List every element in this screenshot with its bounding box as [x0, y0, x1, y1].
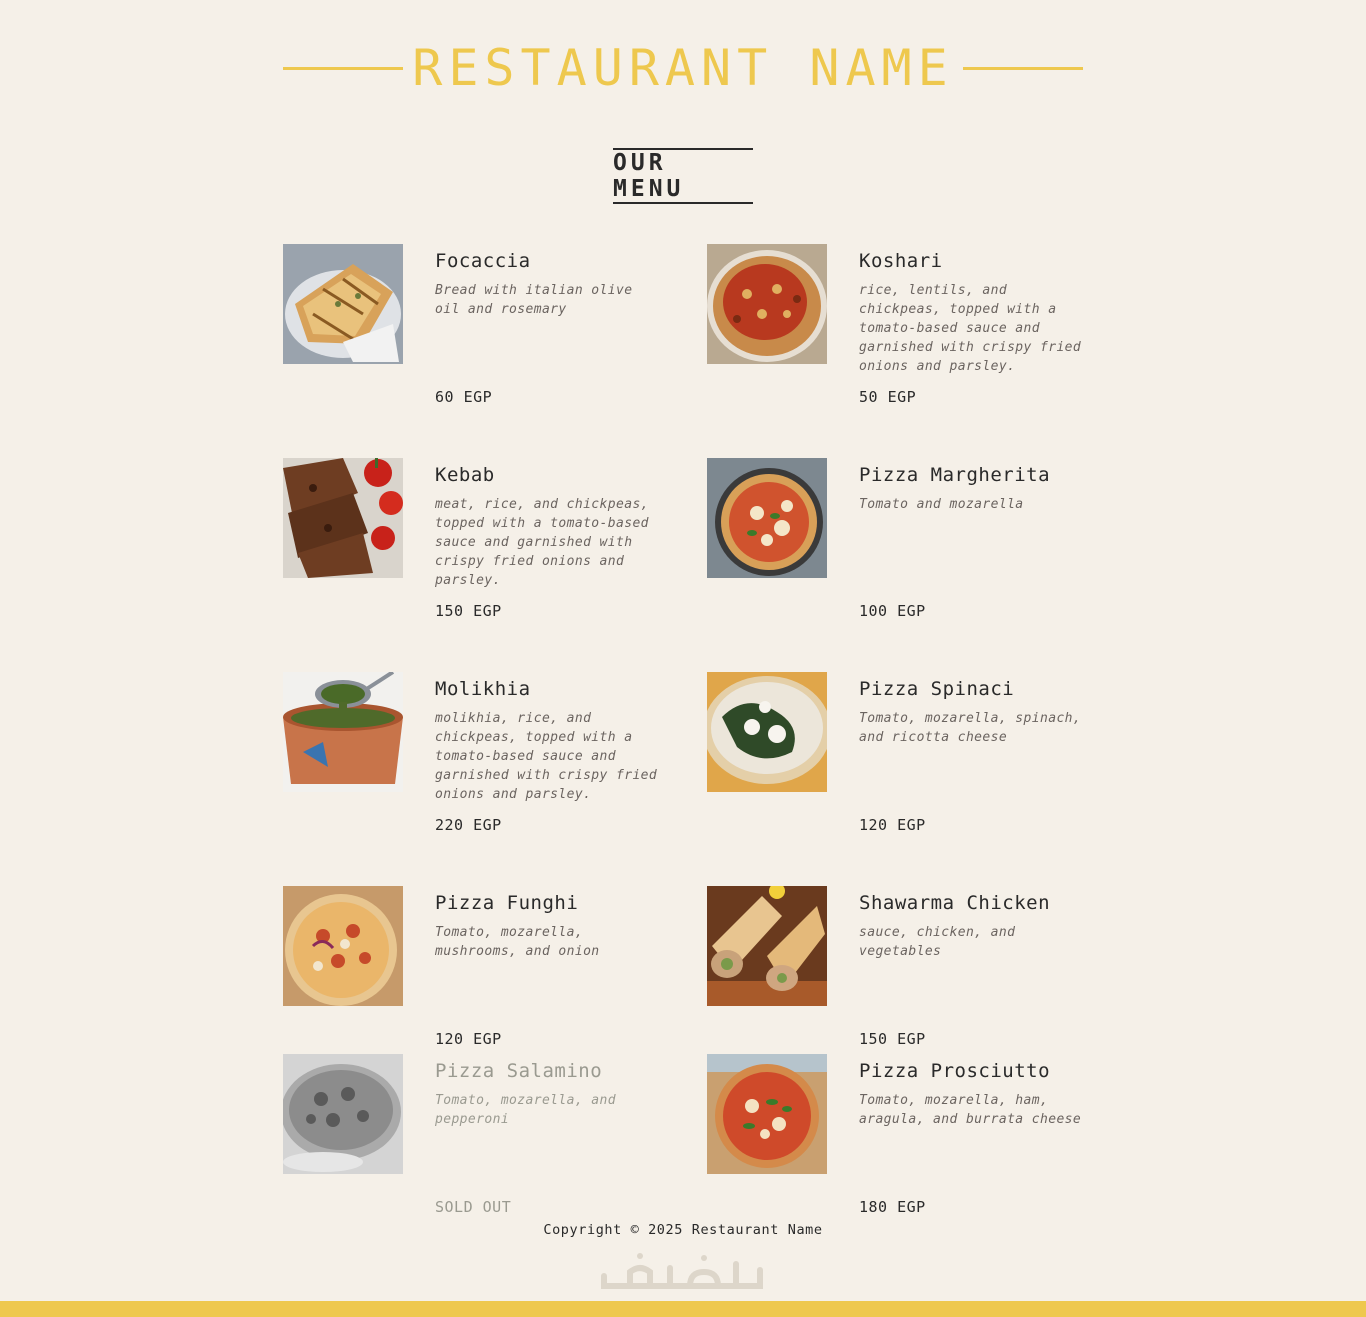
koshari-photo: [707, 244, 827, 364]
item-name: Pizza Funghi: [435, 892, 579, 914]
item-info: [435, 458, 659, 620]
menu-item-molikhia[interactable]: [283, 672, 659, 886]
item-name: Pizza Spinaci: [859, 678, 1015, 700]
item-price: 120 EGP: [435, 1030, 502, 1048]
restaurant-title: RESTAURANT NAME: [412, 39, 954, 97]
shawarma-photo: [707, 886, 827, 1006]
prosciutto-photo: [707, 1054, 827, 1174]
menu-item-pizza-margherita[interactable]: [707, 458, 1083, 672]
item-info: [859, 886, 1083, 1048]
header-right-rule: [963, 67, 1083, 70]
item-description: Tomato, mozarella, spinach, and ricotta cheese: [859, 711, 1082, 745]
molikhia-photo: [283, 672, 403, 792]
item-info: [859, 458, 1083, 620]
item-description: Bread with italian olive oil and rosemary: [435, 283, 633, 317]
item-price: 150 EGP: [859, 1030, 926, 1048]
item-name: Pizza Salamino: [435, 1060, 603, 1082]
spinaci-photo: [707, 672, 827, 792]
header-left-rule: [283, 67, 403, 70]
item-info: [435, 886, 659, 1048]
menu-item-kebab[interactable]: [283, 458, 659, 672]
bottom-accent-bar: [0, 1301, 1366, 1317]
item-name: Pizza Margherita: [859, 464, 1051, 486]
item-info: [435, 244, 659, 406]
menu-item-pizza-prosciutto[interactable]: [707, 1054, 1083, 1222]
menu-item-koshari[interactable]: [707, 244, 1083, 458]
margherita-photo: [707, 458, 827, 578]
kebab-photo: [283, 458, 403, 578]
menu-heading-label: OUR MENU: [613, 150, 685, 202]
item-description: molikhia, rice, and chickpeas, topped with a tomato-based sauce and garnished with crispy fried onions and parsley.: [435, 711, 658, 802]
item-name: Shawarma Chicken: [859, 892, 1051, 914]
item-price: 220 EGP: [435, 816, 502, 834]
item-name: Molikhia: [435, 678, 531, 700]
menu-item-shawarma-chicken[interactable]: [707, 886, 1083, 1054]
item-info: [859, 672, 1083, 834]
item-description: Tomato, mozarella, and pepperoni: [435, 1093, 616, 1127]
page-header: [283, 38, 1083, 98]
item-description: meat, rice, and chickpeas, topped with a tomato-based sauce and garnished with crispy fried onions and parsley.: [435, 497, 649, 588]
item-price: 100 EGP: [859, 602, 926, 620]
item-info: [435, 1054, 659, 1216]
item-price: 50 EGP: [859, 388, 917, 406]
focaccia-photo: [283, 244, 403, 364]
menu-item-focaccia[interactable]: [283, 244, 659, 458]
item-info: [435, 672, 659, 834]
menu-item-pizza-salamino: [283, 1054, 659, 1222]
item-price: 120 EGP: [859, 816, 926, 834]
funghi-photo: [283, 886, 403, 1006]
item-info: [859, 244, 1083, 406]
sold-out-label: SOLD OUT: [435, 1198, 512, 1216]
salamino-photo: [283, 1054, 403, 1174]
menu-item-pizza-spinaci[interactable]: [707, 672, 1083, 886]
item-description: rice, lentils, and chickpeas, topped with a tomato-based sauce and garnished with crispy fried onions and parsley.: [859, 283, 1082, 374]
item-price: 150 EGP: [435, 602, 502, 620]
item-name: Pizza Prosciutto: [859, 1060, 1051, 1082]
menu-grid: [283, 244, 1083, 1222]
menu-heading: [613, 148, 753, 204]
item-description: sauce, chicken, and vegetables: [859, 925, 1016, 959]
item-name: Koshari: [859, 250, 943, 272]
copyright-text: Copyright © 2025 Restaurant Name: [543, 1222, 823, 1238]
watermark-logo: [600, 1250, 766, 1292]
item-name: Kebab: [435, 464, 495, 486]
menu-item-pizza-funghi[interactable]: [283, 886, 659, 1054]
item-description: Tomato and mozarella: [859, 497, 1024, 512]
item-description: Tomato, mozarella, ham, aragula, and burrata cheese: [859, 1093, 1082, 1127]
item-price: 60 EGP: [435, 388, 493, 406]
item-info: [859, 1054, 1083, 1216]
item-name: Focaccia: [435, 250, 531, 272]
item-price: 180 EGP: [859, 1198, 926, 1216]
item-description: Tomato, mozarella, mushrooms, and onion: [435, 925, 600, 959]
